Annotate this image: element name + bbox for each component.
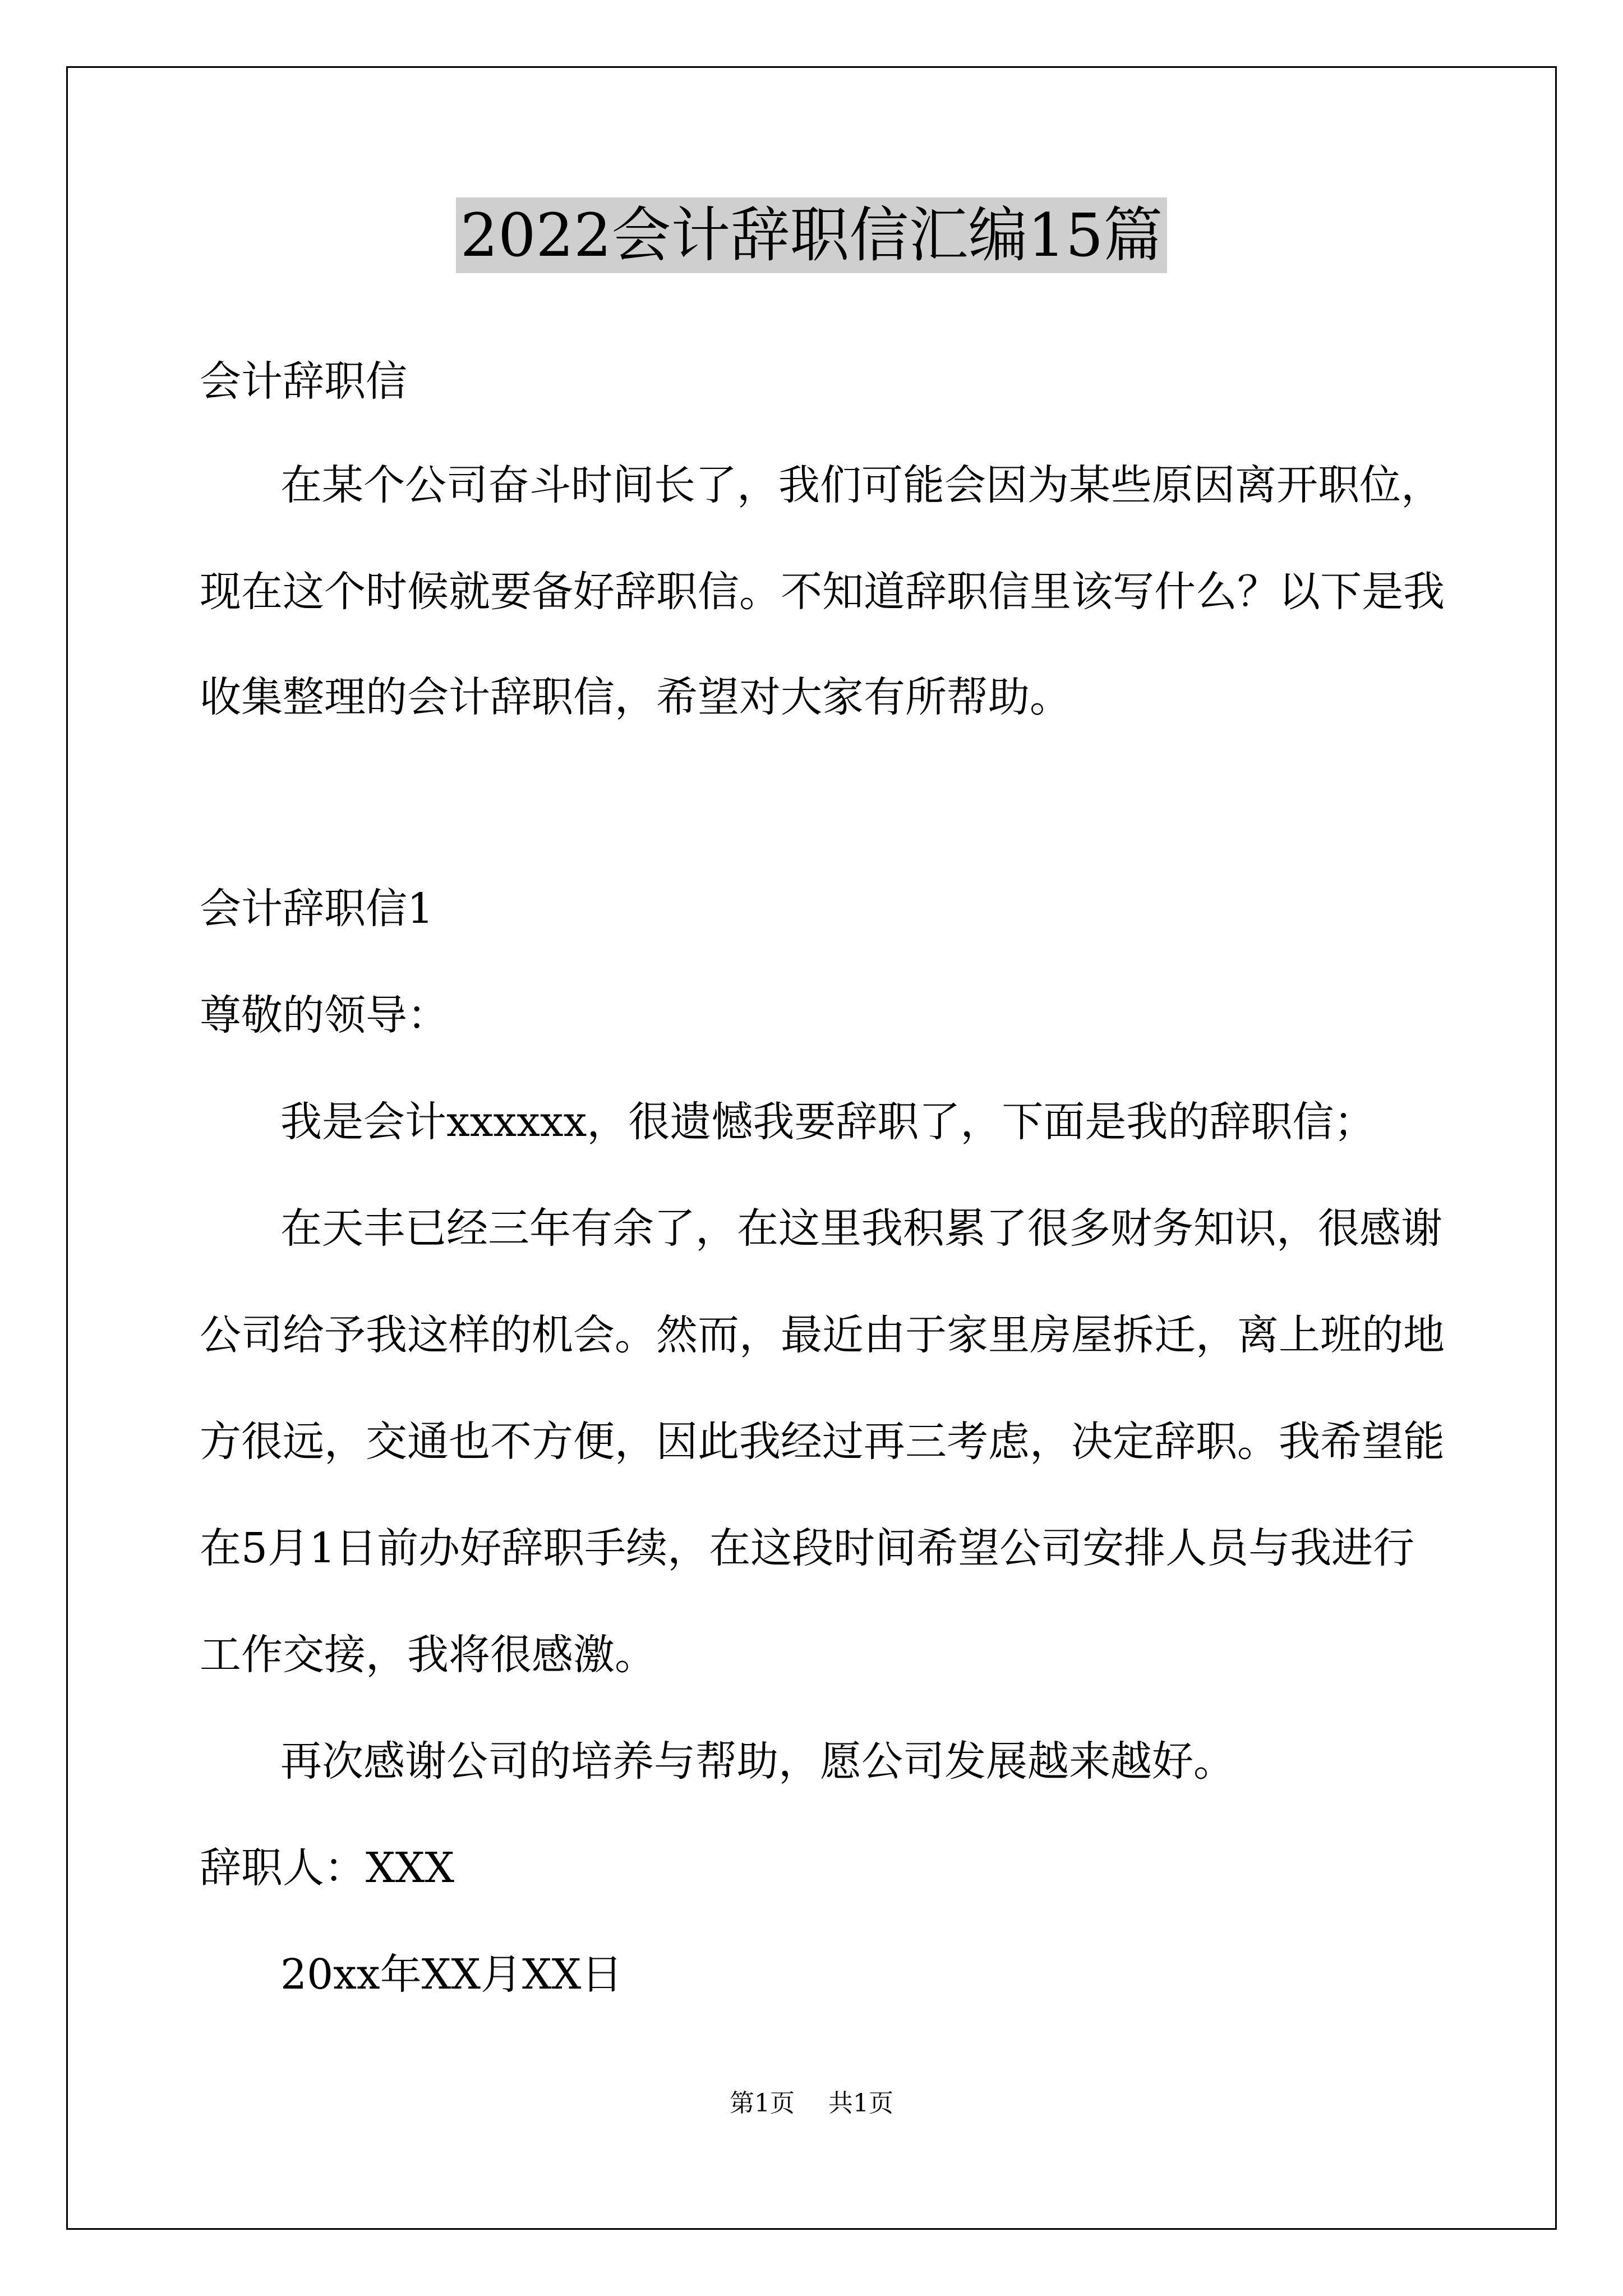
- paragraph-line: 工作交接，我将很感激。: [200, 1631, 656, 1679]
- paragraph-line: 再次感谢公司的培养与帮助，愿公司发展越来越好。: [280, 1737, 1235, 1786]
- paragraph-line: 方很远，交通也不方便，因此我经过再三考虑，决定辞职。我希望能: [200, 1418, 1445, 1466]
- paragraph-line: 我是会计xxxxxx，很遗憾我要辞职了，下面是我的辞职信；: [280, 1098, 1376, 1146]
- page-total: 共1页: [828, 2089, 893, 2118]
- paragraph-line: 公司给予我这样的机会。然而，最近由于家里房屋拆迁，离上班的地: [200, 1311, 1445, 1359]
- signature-line: 辞职人：XXX: [200, 1844, 455, 1892]
- section-heading: 会计辞职信: [200, 357, 407, 406]
- paragraph-line: 现在这个时候就要备好辞职信。不知道辞职信里该写什么？以下是我: [200, 568, 1445, 616]
- paragraph-line: 在5月1日前办好辞职手续，在这段时间希望公司安排人员与我进行: [200, 1524, 1415, 1572]
- document-title: [0, 191, 1623, 280]
- salutation: 尊敬的领导：: [200, 991, 449, 1039]
- letter-heading: 会计辞职信1: [200, 885, 434, 933]
- paragraph-line: 在天丰已经三年有余了，在这里我积累了很多财务知识，很感谢: [280, 1204, 1442, 1253]
- document-title-text: 2022会计辞职信汇编15篇: [456, 197, 1168, 273]
- paragraph-line: 在某个公司奋斗时间长了，我们可能会因为某些原因离开职位，: [280, 461, 1442, 509]
- paragraph-line: 收集整理的会计辞职信，希望对大家有所帮助。: [200, 673, 1071, 721]
- date-line: 20xx年XX月XX日: [280, 1950, 623, 1999]
- page-footer: [0, 2087, 1623, 2120]
- page-number: 第1页: [730, 2089, 795, 2118]
